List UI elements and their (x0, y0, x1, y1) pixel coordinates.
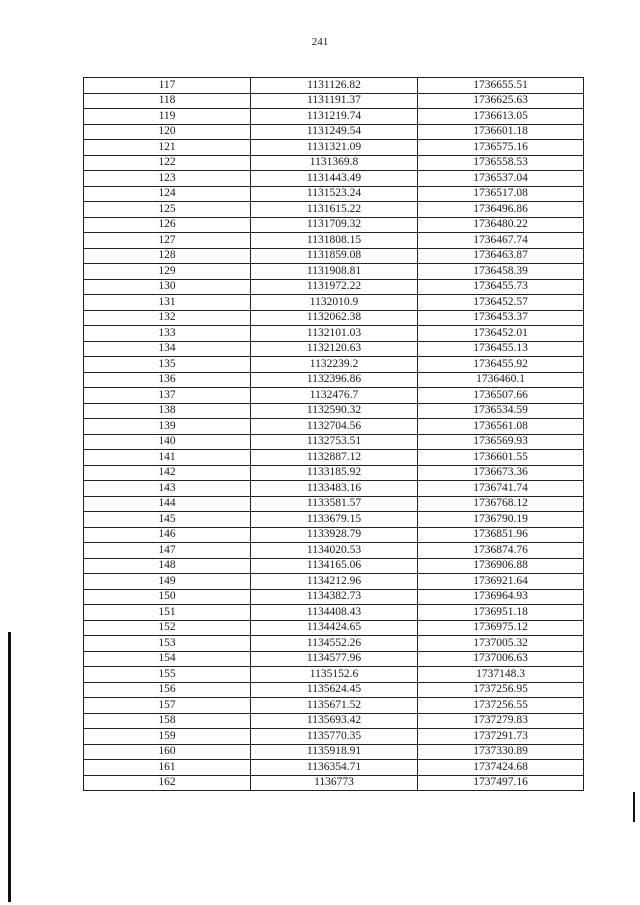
point-number-cell: 131 (84, 295, 251, 311)
point-number-cell: 152 (84, 620, 251, 636)
x-coordinate-cell: 1135693.42 (251, 713, 418, 729)
y-coordinate-cell: 1737006.63 (418, 651, 584, 667)
y-coordinate-cell: 1736741.74 (418, 481, 584, 497)
table-row (84, 543, 584, 559)
point-number-cell: 137 (84, 388, 251, 404)
x-coordinate-cell: 1131321.09 (251, 140, 418, 156)
x-coordinate-cell: 1131126.82 (251, 78, 418, 94)
table-row (84, 186, 584, 202)
y-coordinate-cell: 1736480.22 (418, 217, 584, 233)
point-number-cell: 136 (84, 372, 251, 388)
table-row (84, 372, 584, 388)
point-number-cell: 143 (84, 481, 251, 497)
x-coordinate-cell: 1131615.22 (251, 202, 418, 218)
y-coordinate-cell: 1736452.01 (418, 326, 584, 342)
page-number: 241 (311, 36, 329, 48)
table-row (84, 589, 584, 605)
x-coordinate-cell: 1132120.63 (251, 341, 418, 357)
y-coordinate-cell: 1736507.66 (418, 388, 584, 404)
point-number-cell: 133 (84, 326, 251, 342)
table-row (84, 450, 584, 466)
x-coordinate-cell: 1132887.12 (251, 450, 418, 466)
point-number-cell: 158 (84, 713, 251, 729)
x-coordinate-cell: 1134165.06 (251, 558, 418, 574)
table-row (84, 744, 584, 760)
y-coordinate-cell: 1736921.64 (418, 574, 584, 590)
table-row (84, 527, 584, 543)
table-body (84, 78, 584, 791)
table-row (84, 248, 584, 264)
y-coordinate-cell: 1737279.83 (418, 713, 584, 729)
point-number-cell: 144 (84, 496, 251, 512)
table-row (84, 124, 584, 140)
y-coordinate-cell: 1736655.51 (418, 78, 584, 94)
y-coordinate-cell: 1736673.36 (418, 465, 584, 481)
point-number-cell: 132 (84, 310, 251, 326)
y-coordinate-cell: 1736452.57 (418, 295, 584, 311)
y-coordinate-cell: 1736455.73 (418, 279, 584, 295)
table-row (84, 279, 584, 295)
table-row (84, 264, 584, 280)
y-coordinate-cell: 1736964.93 (418, 589, 584, 605)
x-coordinate-cell: 1133185.92 (251, 465, 418, 481)
y-coordinate-cell: 1736790.19 (418, 512, 584, 528)
table-row (84, 171, 584, 187)
table-row (84, 620, 584, 636)
table-row (84, 481, 584, 497)
point-number-cell: 157 (84, 698, 251, 714)
point-number-cell: 159 (84, 729, 251, 745)
y-coordinate-cell: 1736569.93 (418, 434, 584, 450)
point-number-cell: 135 (84, 357, 251, 373)
point-number-cell: 147 (84, 543, 251, 559)
y-coordinate-cell: 1736460.1 (418, 372, 584, 388)
point-number-cell: 126 (84, 217, 251, 233)
y-coordinate-cell: 1736537.04 (418, 171, 584, 187)
table-row (84, 558, 584, 574)
table-row (84, 667, 584, 683)
table-row (84, 217, 584, 233)
x-coordinate-cell: 1131709.32 (251, 217, 418, 233)
point-number-cell: 129 (84, 264, 251, 280)
x-coordinate-cell: 1135671.52 (251, 698, 418, 714)
table-row (84, 388, 584, 404)
x-coordinate-cell: 1131249.54 (251, 124, 418, 140)
y-coordinate-cell: 1736768.12 (418, 496, 584, 512)
table-row (84, 760, 584, 776)
x-coordinate-cell: 1131972.22 (251, 279, 418, 295)
x-coordinate-cell: 1133483.16 (251, 481, 418, 497)
point-number-cell: 120 (84, 124, 251, 140)
y-coordinate-cell: 1736455.13 (418, 341, 584, 357)
y-coordinate-cell: 1736517.08 (418, 186, 584, 202)
table-row (84, 341, 584, 357)
x-coordinate-cell: 1135624.45 (251, 682, 418, 698)
x-coordinate-cell: 1133679.15 (251, 512, 418, 528)
scan-margin-mark (8, 632, 11, 902)
x-coordinate-cell: 1131908.81 (251, 264, 418, 280)
y-coordinate-cell: 1737497.16 (418, 775, 584, 791)
y-coordinate-cell: 1736575.16 (418, 140, 584, 156)
point-number-cell: 127 (84, 233, 251, 249)
point-number-cell: 119 (84, 109, 251, 125)
x-coordinate-cell: 1134552.26 (251, 636, 418, 652)
point-number-cell: 154 (84, 651, 251, 667)
y-coordinate-cell: 1737424.68 (418, 760, 584, 776)
x-coordinate-cell: 1131859.08 (251, 248, 418, 264)
x-coordinate-cell: 1131219.74 (251, 109, 418, 125)
x-coordinate-cell: 1136773 (251, 775, 418, 791)
x-coordinate-cell: 1134577.96 (251, 651, 418, 667)
y-coordinate-cell: 1737256.55 (418, 698, 584, 714)
y-coordinate-cell: 1736613.05 (418, 109, 584, 125)
x-coordinate-cell: 1135918.91 (251, 744, 418, 760)
point-number-cell: 138 (84, 403, 251, 419)
y-coordinate-cell: 1736906.88 (418, 558, 584, 574)
point-number-cell: 117 (84, 78, 251, 94)
x-coordinate-cell: 1131443.49 (251, 171, 418, 187)
x-coordinate-cell: 1134382.73 (251, 589, 418, 605)
point-number-cell: 162 (84, 775, 251, 791)
x-coordinate-cell: 1134424.65 (251, 620, 418, 636)
x-coordinate-cell: 1133928.79 (251, 527, 418, 543)
y-coordinate-cell: 1736467.74 (418, 233, 584, 249)
x-coordinate-cell: 1136354.71 (251, 760, 418, 776)
table-row (84, 419, 584, 435)
point-number-cell: 155 (84, 667, 251, 683)
y-coordinate-cell: 1736463.87 (418, 248, 584, 264)
y-coordinate-cell: 1736625.63 (418, 93, 584, 109)
y-coordinate-cell: 1736874.76 (418, 543, 584, 559)
y-coordinate-cell: 1736458.39 (418, 264, 584, 280)
table-row (84, 202, 584, 218)
x-coordinate-cell: 1132101.03 (251, 326, 418, 342)
x-coordinate-cell: 1132476.7 (251, 388, 418, 404)
y-coordinate-cell: 1737291.73 (418, 729, 584, 745)
point-number-cell: 151 (84, 605, 251, 621)
point-number-cell: 139 (84, 419, 251, 435)
coordinates-table-container (83, 77, 583, 791)
table-row (84, 434, 584, 450)
y-coordinate-cell: 1736601.18 (418, 124, 584, 140)
table-row (84, 155, 584, 171)
table-row (84, 310, 584, 326)
y-coordinate-cell: 1736453.37 (418, 310, 584, 326)
x-coordinate-cell: 1131191.37 (251, 93, 418, 109)
x-coordinate-cell: 1135770.35 (251, 729, 418, 745)
table-row (84, 574, 584, 590)
table-row (84, 775, 584, 791)
point-number-cell: 145 (84, 512, 251, 528)
table-row (84, 512, 584, 528)
table-row (84, 636, 584, 652)
x-coordinate-cell: 1134020.53 (251, 543, 418, 559)
point-number-cell: 123 (84, 171, 251, 187)
table-row (84, 465, 584, 481)
y-coordinate-cell: 1736558.53 (418, 155, 584, 171)
table-row (84, 140, 584, 156)
point-number-cell: 156 (84, 682, 251, 698)
x-coordinate-cell: 1133581.57 (251, 496, 418, 512)
x-coordinate-cell: 1132590.32 (251, 403, 418, 419)
point-number-cell: 140 (84, 434, 251, 450)
x-coordinate-cell: 1131369.8 (251, 155, 418, 171)
table-row (84, 326, 584, 342)
table-row (84, 295, 584, 311)
y-coordinate-cell: 1736496.86 (418, 202, 584, 218)
y-coordinate-cell: 1736951.18 (418, 605, 584, 621)
point-number-cell: 153 (84, 636, 251, 652)
point-number-cell: 128 (84, 248, 251, 264)
point-number-cell: 149 (84, 574, 251, 590)
x-coordinate-cell: 1132753.51 (251, 434, 418, 450)
point-number-cell: 161 (84, 760, 251, 776)
table-row (84, 109, 584, 125)
table-row (84, 403, 584, 419)
point-number-cell: 122 (84, 155, 251, 171)
x-coordinate-cell: 1131808.15 (251, 233, 418, 249)
point-number-cell: 134 (84, 341, 251, 357)
x-coordinate-cell: 1132010.9 (251, 295, 418, 311)
table-row (84, 93, 584, 109)
table-row (84, 496, 584, 512)
table-row (84, 698, 584, 714)
y-coordinate-cell: 1736851.96 (418, 527, 584, 543)
point-number-cell: 160 (84, 744, 251, 760)
x-coordinate-cell: 1132704.56 (251, 419, 418, 435)
x-coordinate-cell: 1135152.6 (251, 667, 418, 683)
x-coordinate-cell: 1134212.96 (251, 574, 418, 590)
scan-edge-mark (633, 792, 635, 822)
table-row (84, 357, 584, 373)
point-number-cell: 150 (84, 589, 251, 605)
y-coordinate-cell: 1736455.92 (418, 357, 584, 373)
y-coordinate-cell: 1737005.32 (418, 636, 584, 652)
table-row (84, 729, 584, 745)
y-coordinate-cell: 1736601.55 (418, 450, 584, 466)
table-row (84, 78, 584, 94)
point-number-cell: 118 (84, 93, 251, 109)
x-coordinate-cell: 1131523.24 (251, 186, 418, 202)
point-number-cell: 148 (84, 558, 251, 574)
point-number-cell: 146 (84, 527, 251, 543)
table-row (84, 605, 584, 621)
point-number-cell: 121 (84, 140, 251, 156)
table-row (84, 682, 584, 698)
table-row (84, 233, 584, 249)
table-row (84, 713, 584, 729)
point-number-cell: 130 (84, 279, 251, 295)
x-coordinate-cell: 1132396.86 (251, 372, 418, 388)
y-coordinate-cell: 1737330.89 (418, 744, 584, 760)
y-coordinate-cell: 1736975.12 (418, 620, 584, 636)
y-coordinate-cell: 1736534.59 (418, 403, 584, 419)
table-row (84, 651, 584, 667)
x-coordinate-cell: 1132239.2 (251, 357, 418, 373)
point-number-cell: 142 (84, 465, 251, 481)
y-coordinate-cell: 1737256.95 (418, 682, 584, 698)
coordinates-table (83, 77, 584, 791)
y-coordinate-cell: 1736561.08 (418, 419, 584, 435)
x-coordinate-cell: 1132062.38 (251, 310, 418, 326)
y-coordinate-cell: 1737148.3 (418, 667, 584, 683)
point-number-cell: 141 (84, 450, 251, 466)
x-coordinate-cell: 1134408.43 (251, 605, 418, 621)
point-number-cell: 125 (84, 202, 251, 218)
point-number-cell: 124 (84, 186, 251, 202)
